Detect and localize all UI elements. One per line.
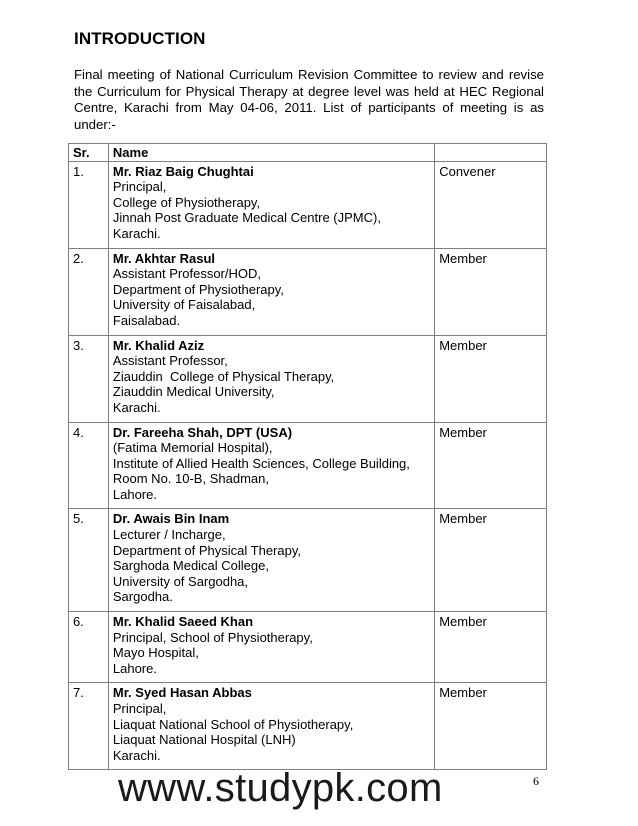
participant-detail: Lahore. [112,486,157,502]
row-name-cell [108,335,434,422]
table-row [69,335,547,422]
participant-detail: Faisalabad. [112,312,181,328]
header-role [435,144,547,162]
participant-name: Dr. Awais Bin Inam [112,511,230,527]
participant-detail: Liaquat National School of Physiotherapy, [112,716,354,732]
participants-table [68,143,547,770]
row-sr: 2. [69,248,109,335]
row-sr: 7. [69,683,109,770]
header-sr: Sr. [69,144,109,162]
participant-detail: Institute of Allied Health Sciences, College Building, [112,455,410,471]
table-header-row [69,144,547,162]
participant-detail: Karachi. [112,399,161,415]
participant-detail: Ziauddin Medical University, [112,384,275,400]
participant-role: Member [435,422,547,509]
participant-detail: Principal, [112,179,167,195]
participant-role: Member [435,509,547,612]
participant-detail: Sarghoda Medical College, [112,558,269,574]
table-row [69,161,547,248]
table-row [69,612,547,683]
participant-detail: University of Faisalabad, [112,297,256,313]
row-name-cell [108,683,434,770]
participant-detail: Department of Physiotherapy, [112,281,284,297]
row-sr: 3. [69,335,109,422]
participant-detail: University of Sargodha, [112,573,249,589]
table-row [69,422,547,509]
row-sr: 1. [69,161,109,248]
row-name-cell [108,509,434,612]
page-number: 6 [533,774,539,788]
participant-detail: Assistant Professor/HOD, [112,266,261,282]
participant-name: Mr. Khalid Aziz [112,337,205,353]
row-name-cell [108,422,434,509]
participant-detail: Principal, [112,701,167,716]
participant-detail: Assistant Professor, [112,353,228,369]
participant-detail: College of Physiotherapy, [112,194,261,210]
row-sr: 4. [69,422,109,509]
participant-name: Dr. Fareeha Shah, DPT (USA) [112,424,293,440]
table-row [69,683,547,770]
participant-role: Convener [435,161,547,248]
intro-paragraph: Final meeting of National Curriculum Revision Committee to review and revise the Curriculum for Physical Therapy at degree level was held at HEC Regional Centre, Karachi from May 04-06, 2011. List of participants of meeting is as under:- [74,67,544,132]
participant-detail: Principal, School of Physiotherapy, [112,629,313,645]
row-name-cell [108,248,434,335]
participant-detail: Karachi. [112,747,161,763]
participant-role: Member [435,612,547,683]
row-sr: 6. [69,612,109,683]
table-row [69,509,547,612]
page-title: INTRODUCTION [74,29,206,48]
row-sr: 5. [69,509,109,612]
table-row [69,248,547,335]
participant-detail: (Fatima Memorial Hospital), [112,440,273,456]
watermark-url: www.studypk.com [118,766,443,810]
participant-name: Mr. Riaz Baig Chughtai [112,163,254,179]
participant-detail: Liaquat National Hospital (LNH) [112,732,296,748]
participant-detail: Lahore. [112,660,157,676]
participant-detail: Karachi. [112,225,161,241]
participant-detail: Department of Physical Therapy, [112,542,301,558]
participant-detail: Jinnah Post Graduate Medical Centre (JPMC), [112,210,381,226]
participant-name: Mr. Akhtar Rasul [112,250,215,266]
participant-name: Mr. Khalid Saeed Khan [112,614,254,630]
row-name-cell [108,161,434,248]
header-name: Name [108,144,434,162]
row-name-cell [108,612,434,683]
participant-detail: Lecturer / Incharge, [112,527,226,543]
participant-role: Member [435,335,547,422]
participant-role: Member [435,248,547,335]
participant-detail: Mayo Hospital, [112,645,199,661]
participant-detail: Sargodha. [112,589,173,605]
participant-detail: Room No. 10-B, Shadman, [112,471,269,487]
participant-name: Mr. Syed Hasan Abbas [112,685,252,701]
participant-role: Member [435,683,547,770]
participant-detail: Ziauddin College of Physical Therapy, [112,368,335,384]
